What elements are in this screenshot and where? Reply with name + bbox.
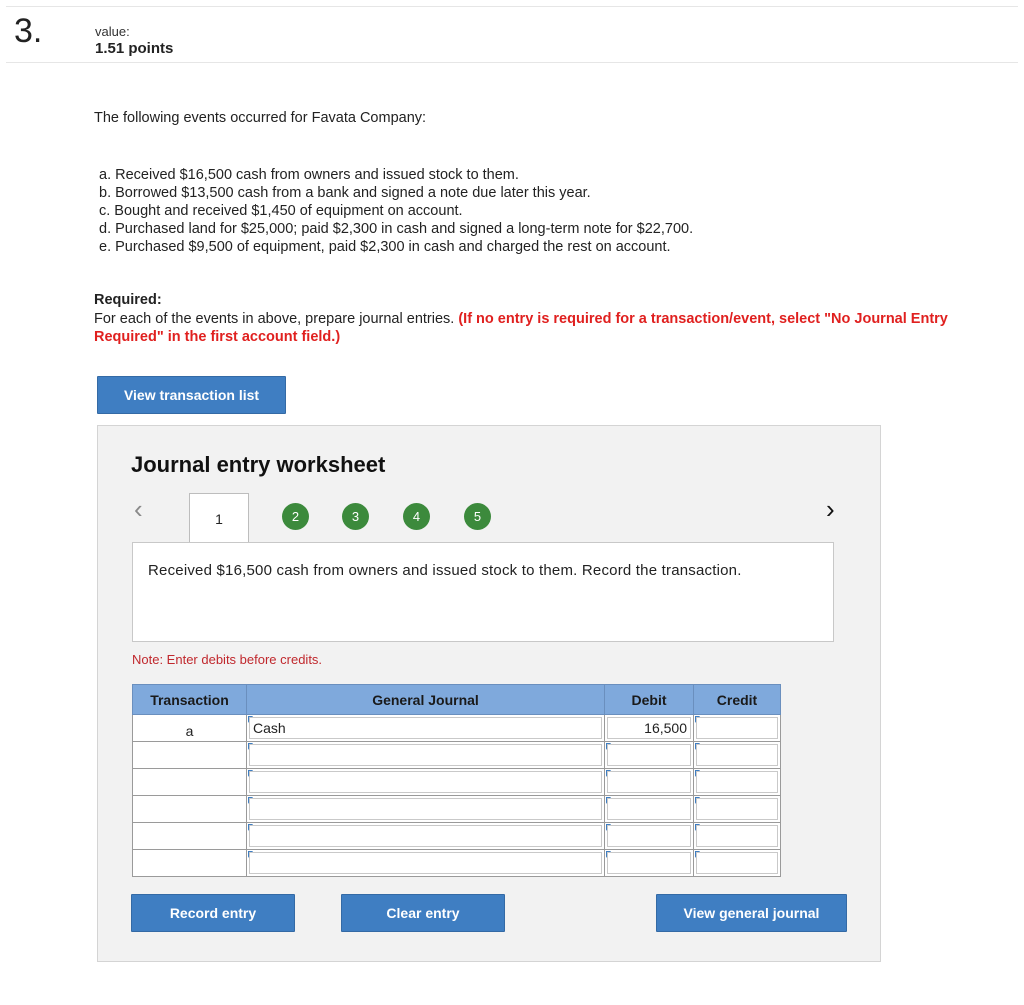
table-row: [133, 850, 781, 877]
transaction-cell: [133, 823, 247, 850]
chevron-right-icon[interactable]: ›: [826, 494, 835, 524]
chevron-left-icon[interactable]: ‹: [134, 494, 143, 524]
event-item: e. Purchased $9,500 of equipment, paid $2,300 in cash and charged the rest on account.: [99, 239, 671, 255]
journal-worksheet-panel: [97, 425, 881, 962]
transaction-cell: [133, 796, 247, 823]
credit-cell[interactable]: [694, 823, 781, 850]
account-cell[interactable]: [247, 769, 605, 796]
value-label: value:: [95, 24, 130, 39]
required-text: For each of the events in above, prepare journal entries.: [94, 311, 455, 327]
account-select[interactable]: [249, 798, 602, 820]
debit-cell[interactable]: [605, 769, 694, 796]
view-transaction-list-button[interactable]: View transaction list: [97, 376, 286, 414]
table-row: [133, 769, 781, 796]
entry-note: Note: Enter debits before credits.: [132, 652, 323, 667]
transaction-label: [133, 833, 246, 839]
view-general-journal-button[interactable]: View general journal: [656, 894, 847, 932]
debit-cell[interactable]: [605, 796, 694, 823]
account-select[interactable]: Cash: [249, 717, 602, 739]
points-value: 1.51 points: [95, 40, 174, 57]
header-transaction: Transaction: [133, 685, 247, 715]
table-row: [133, 715, 781, 742]
event-item: b. Borrowed $13,500 cash from a bank and signed a note due later this year.: [99, 185, 591, 201]
tab-2[interactable]: 2: [282, 503, 309, 530]
credit-input[interactable]: [696, 717, 778, 739]
header-divider: [6, 62, 1018, 63]
required-title: Required:: [94, 292, 162, 308]
intro-text: The following events occurred for Favata Company:: [94, 110, 427, 126]
debit-cell[interactable]: [605, 850, 694, 877]
credit-input[interactable]: [696, 798, 778, 820]
credit-cell[interactable]: [694, 850, 781, 877]
transaction-description: Received $16,500 cash from owners and issued stock to them. Record the transaction.: [132, 542, 834, 642]
header-debit: Debit: [605, 685, 694, 715]
credit-input[interactable]: [696, 825, 778, 847]
tab-4[interactable]: 4: [403, 503, 430, 530]
account-select[interactable]: [249, 825, 602, 847]
account-cell[interactable]: [247, 796, 605, 823]
event-item: d. Purchased land for $25,000; paid $2,300 in cash and signed a long-term note for $22,700.: [99, 221, 694, 237]
debit-input[interactable]: [607, 798, 691, 820]
credit-cell[interactable]: [694, 715, 781, 742]
table-row: [133, 742, 781, 769]
credit-input[interactable]: [696, 771, 778, 793]
journal-table: [132, 684, 781, 877]
transaction-label: [133, 752, 246, 758]
table-row: [133, 796, 781, 823]
debit-input[interactable]: [607, 852, 691, 874]
question-number: 3.: [14, 12, 43, 50]
transaction-label: [133, 806, 246, 812]
transaction-label: a: [185, 723, 194, 739]
tab-5[interactable]: 5: [464, 503, 491, 530]
account-select[interactable]: [249, 771, 602, 793]
transaction-cell: [133, 742, 247, 769]
required-warning: (If no entry is required for a transaction/event, select "No Journal Entry Required" in the first account field.): [94, 311, 948, 345]
credit-cell[interactable]: [694, 769, 781, 796]
account-cell[interactable]: [247, 823, 605, 850]
header-credit: Credit: [694, 685, 781, 715]
credit-cell[interactable]: [694, 742, 781, 769]
debit-cell[interactable]: [605, 823, 694, 850]
account-cell[interactable]: [247, 715, 605, 742]
transaction-cell: [133, 769, 247, 796]
record-entry-button[interactable]: Record entry: [131, 894, 295, 932]
clear-entry-button[interactable]: Clear entry: [341, 894, 505, 932]
debit-input[interactable]: [607, 744, 691, 766]
credit-input[interactable]: [696, 744, 778, 766]
debit-input[interactable]: 16,500: [607, 717, 691, 739]
credit-cell[interactable]: [694, 796, 781, 823]
debit-input[interactable]: [607, 825, 691, 847]
top-divider: [6, 6, 1018, 7]
table-row: [133, 823, 781, 850]
event-item: c. Bought and received $1,450 of equipment on account.: [99, 203, 463, 219]
debit-input[interactable]: [607, 771, 691, 793]
header-general-journal: General Journal: [247, 685, 605, 715]
tab-1[interactable]: 1: [189, 493, 249, 543]
account-cell[interactable]: [247, 850, 605, 877]
journal-header-row: [133, 685, 781, 715]
transaction-label: [133, 779, 246, 785]
credit-input[interactable]: [696, 852, 778, 874]
tab-3[interactable]: 3: [342, 503, 369, 530]
account-select[interactable]: [249, 744, 602, 766]
transaction-label: [133, 860, 246, 866]
transaction-cell: [133, 715, 247, 742]
account-cell[interactable]: [247, 742, 605, 769]
account-select[interactable]: [249, 852, 602, 874]
event-item: a. Received $16,500 cash from owners and issued stock to them.: [99, 167, 519, 183]
required-instructions: [94, 310, 974, 346]
events-list: [99, 166, 693, 256]
worksheet-title: Journal entry worksheet: [131, 452, 386, 477]
transaction-cell: [133, 850, 247, 877]
debit-cell[interactable]: [605, 715, 694, 742]
debit-cell[interactable]: [605, 742, 694, 769]
